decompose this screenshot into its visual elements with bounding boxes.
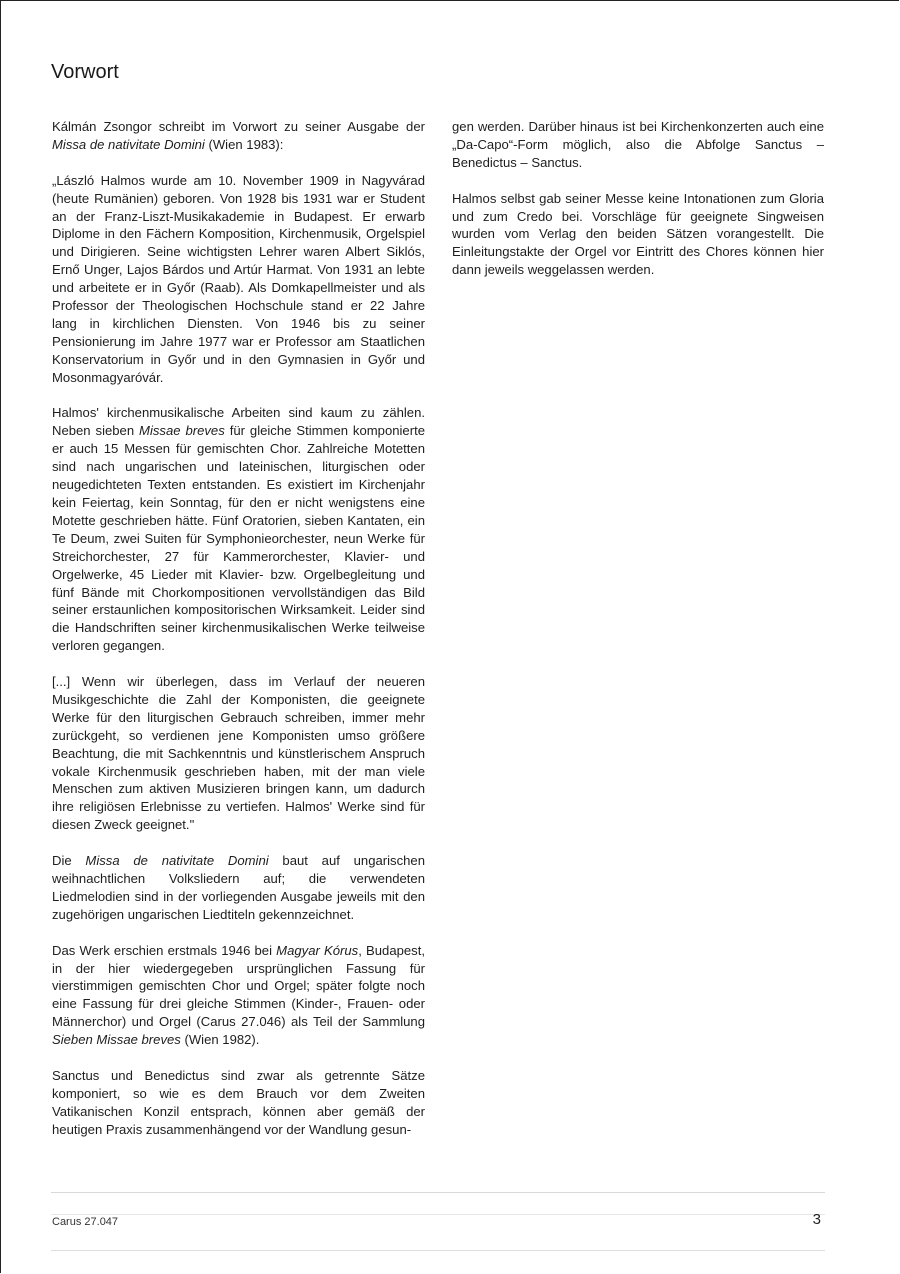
paragraph-sanctus: Sanctus und Benedictus sind zwar als getrennte Sätze komponiert, so wie es dem Brauch vor dem Zweiten Vatikanischen Konzil entsprach, können aber gemäß der heutigen Praxis zusammenhängend vor der Wandlung gesun- xyxy=(52,1067,425,1137)
footer-divider-middle xyxy=(51,1214,825,1215)
paragraph-assessment: [...] Wenn wir überlegen, dass im Verlauf der neueren Musikgeschichte die Zahl der Komponisten, die geeignete Werke für den liturgischen Gebrauch schreiben, immer mehr zurückgeht, so verdienen jene Komponisten umso größere Beachtung, die mit Sachkenntnis und künstlerischem Anspruch vokale Kirchenmusik geschrieben haben, mit der man viele Menschen zum aktiven Musizieren bringen kann, um dadurch ihre religiösen Erlebnisse zu vertiefen. Halmos' Werke sind für diesen Zweck geeignet." xyxy=(52,674,425,833)
text-run: Halmos' kirchenmusikalische Arbeiten sind kaum zu zählen. Neben sieben xyxy=(52,405,425,439)
work-title: Missa de nativitate Domini xyxy=(85,853,269,869)
text-run: für gleiche Stimmen komponierte er auch 15 Messen für gemischten Chor. Zahlreiche Motetten sind nach ungarischen und lateinischen, liturgischen oder neugedichteten Texten entstanden. Es existiert im Kirchenjahr kein Feiertag, kein Sonntag, für den er nicht wenigstens eine Motette geschrieben hätte. Fünf Oratorien, sieben Kantaten, ein Te Deum, zwei Suiten für Symphonieorchester, neun Werke für Streichorchester, 27 für Kammerorchester, Klavier- und Orgelwerke, 45 Lieder mit Klavier- bzw. Orgelbegleitung und fünf Bände mit Chorkompositionen vervollständigen das Bild seiner erstaunlichen kompositorischen Wirksamkeit. Leider sind die Handschriften seiner kirchenmusikalischen Werke teilweise verloren gegangen. xyxy=(52,423,425,654)
left-text-column xyxy=(52,118,425,1139)
right-text-column xyxy=(452,118,824,279)
work-title: Missae breves xyxy=(139,423,225,439)
work-title: Missa de nativitate Domini xyxy=(52,136,205,152)
text-run: (Wien 1983): xyxy=(204,136,284,152)
footer-divider-bottom xyxy=(51,1250,825,1251)
paragraph-dacapo: gen werden. Darüber hinaus ist bei Kirchenkonzerten auch eine „Da-Capo“-Form möglich, also die Abfolge Sanctus – Benedictus – Sanctus. xyxy=(452,119,824,170)
catalog-number: Carus 27.047 xyxy=(52,1216,119,1228)
paragraph-biography: „László Halmos wurde am 10. November 1909 in Nagyvárad (heute Rumänien) geboren. Von 1928 bis 1931 war er Student an der Franz-Liszt-Musikakademie in Budapest. Er erwarb Diplome in den Fächern Komposition, Kirchenmusik, Orgelspiel und Dirigieren. Seine wichtigsten Lehrer waren Albert Siklós, Ernő Unger, Lajos Bárdos und Artúr Harmat. Von 1931 an lebte und arbeitete er in Győr (Raab). Als Domkapellmeister und als Professor der Theologischen Hochschule stand er 22 Jahre lang in kirchlichen Diensten. Von 1946 bis zu seiner Pensionierung im Jahre 1977 war er Professor am Staatlichen Konservatorium in Győr und in den Gymnasien in Győr und Mosonmagyaróvár. xyxy=(52,172,425,385)
text-run: Das Werk erschien erstmals 1946 bei xyxy=(52,942,277,958)
text-run: Kálmán Zsongor schreibt im Vorwort zu seiner Ausgabe der xyxy=(52,119,425,134)
paragraph-intonations: Halmos selbst gab seiner Messe keine Intonationen zum Gloria und zum Credo bei. Vorschläge für geeignete Singweisen wurden vom Verlag den beiden Sätzen vorangestellt. Die Einleitungstakte der Orgel vor Eintritt des Chores können hier dann jeweils weggelassen werden. xyxy=(452,190,824,278)
page-title: Vorwort xyxy=(51,61,119,83)
paragraph-folksongs xyxy=(52,852,425,924)
text-run: Die xyxy=(52,853,86,869)
text-run: (Wien 1982). xyxy=(180,1032,260,1048)
paragraph-works xyxy=(52,404,425,655)
text-run: , Budapest, in der hier wiedergegeben ursprünglichen Fassung für vierstimmigen gemischten Chor und Orgel; später folgte noch eine Fassung für drei gleiche Stimmen (Kinder-, Frauen- oder Männerchor) und Orgel (Carus 27.046) als Teil der Sammlung xyxy=(52,942,425,1030)
text-run: baut auf ungarischen weihnachtlichen Volksliedern auf; die verwendeten Liedmelodien sind in der vorliegenden Ausgabe jeweils mit den zugehörigen ungarischen Liedtiteln gekennzeichnet. xyxy=(52,853,425,922)
page-number: 3 xyxy=(812,1211,821,1228)
paragraph-intro xyxy=(52,118,425,154)
paragraph-publication xyxy=(52,942,425,1049)
publisher-name: Magyar Kórus xyxy=(276,942,359,958)
footer-divider-top xyxy=(51,1192,825,1193)
collection-title: Sieben Missae breves xyxy=(52,1032,181,1048)
